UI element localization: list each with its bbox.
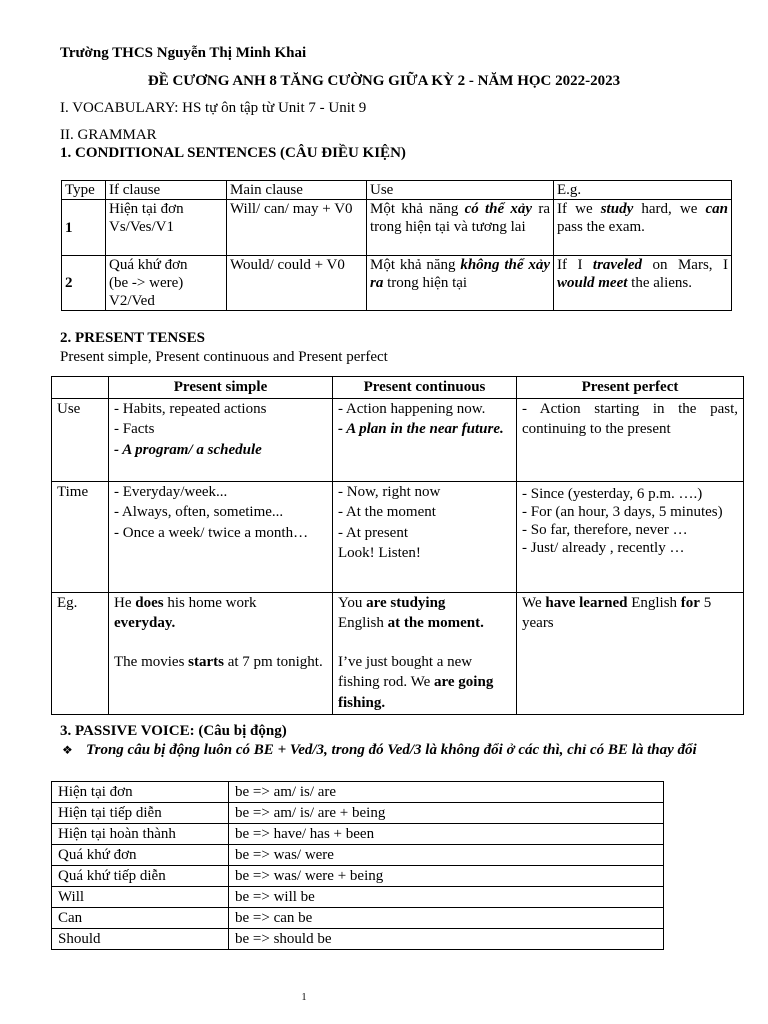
header-present-continuous: Present continuous xyxy=(333,377,517,399)
section-present-tenses: 2. PRESENT TENSES xyxy=(60,330,205,346)
row-label-use: Use xyxy=(52,398,109,481)
table-row xyxy=(52,481,744,592)
table-row: Hiện tại hoàn thành be => have/ has + been xyxy=(52,824,664,845)
row-label-time: Time xyxy=(52,481,109,592)
table-row: Quá khứ tiếp diễn be => was/ were + being xyxy=(52,866,664,887)
time-simple: - Everyday/week... - Always, often, sometime... - Once a week/ twice a month… xyxy=(109,481,333,592)
passive-note: Trong câu bị động luôn có BE + Ved/3, trong đó Ved/3 là không đổi ở các thì, chỉ có BE là thay đổi xyxy=(86,742,697,758)
table-row xyxy=(62,200,732,256)
document-title: ĐỀ CƯƠNG ANH 8 TĂNG CƯỜNG GIỮA KỲ 2 - NĂM HỌC 2022-2023 xyxy=(147,73,621,89)
table-row: Quá khứ đơn be => was/ were xyxy=(52,845,664,866)
table-row: Should be => should be xyxy=(52,929,664,950)
type-2: 2 xyxy=(62,256,106,311)
table-row xyxy=(52,398,744,481)
table-row: Can be => can be xyxy=(52,908,664,929)
eg-continuous: You are studying English at the moment. I’ve just bought a new fishing rod. We are going fishing. xyxy=(333,592,517,714)
if-clause-1: Hiện tại đơn Vs/Ves/V1 xyxy=(106,200,227,256)
page-number: 1 xyxy=(301,992,307,1003)
section-vocabulary: I. VOCABULARY: HS tự ôn tập từ Unit 7 - Unit 9 xyxy=(60,100,367,116)
header-type: Type xyxy=(62,181,106,200)
header-present-perfect: Present perfect xyxy=(517,377,744,399)
use-continuous: - Action happening now. - A plan in the near future. xyxy=(333,398,517,481)
header-main-clause: Main clause xyxy=(227,181,367,200)
corner-cell xyxy=(52,377,109,399)
header-if-clause: If clause xyxy=(106,181,227,200)
row-label-eg: Eg. xyxy=(52,592,109,714)
table-row xyxy=(52,592,744,714)
time-continuous: - Now, right now - At the moment - At present Look! Listen! xyxy=(333,481,517,592)
main-clause-2: Would/ could + V0 xyxy=(227,256,367,311)
type-1: 1 xyxy=(62,200,106,256)
main-clause-1: Will/ can/ may + V0 xyxy=(227,200,367,256)
section-grammar: II. GRAMMAR xyxy=(60,127,157,143)
header-eg: E.g. xyxy=(554,181,732,200)
use-1: Một khả năng có thể xảy ra trong hiện tại và tương lai xyxy=(367,200,554,256)
table-row: Hiện tại tiếp diễn be => am/ is/ are + being xyxy=(52,803,664,824)
section-conditional: 1. CONDITIONAL SENTENCES (CÂU ĐIỀU KIỆN) xyxy=(60,145,406,161)
header-use: Use xyxy=(367,181,554,200)
present-tenses-subtitle: Present simple, Present continuous and Present perfect xyxy=(60,349,388,365)
if-clause-2: Quá khứ đơn (be -> were) V2/Ved xyxy=(106,256,227,311)
use-2: Một khả năng không thể xảy ra trong hiện tại xyxy=(367,256,554,311)
passive-voice-table xyxy=(51,781,664,950)
table-row: Hiện tại đơn be => am/ is/ are xyxy=(52,782,664,803)
time-perfect: - Since (yesterday, 6 p.m. ….) - For (an hour, 3 days, 5 minutes) - So far, therefore, never … - Just/ already , recently … xyxy=(517,481,744,592)
eg-perfect: We have learned English for 5 years xyxy=(517,592,744,714)
table-row xyxy=(52,377,744,399)
table-row: Will be => will be xyxy=(52,887,664,908)
table-row xyxy=(62,256,732,311)
present-tenses-table xyxy=(51,376,744,715)
eg-simple: He does his home work everyday. The movies starts at 7 pm tonight. xyxy=(109,592,333,714)
bullet-diamond-icon: ❖ xyxy=(62,743,73,757)
table-row xyxy=(62,181,732,200)
use-simple: - Habits, repeated actions - Facts - A program/ a schedule xyxy=(109,398,333,481)
section-passive-voice: 3. PASSIVE VOICE: (Câu bị động) xyxy=(60,723,287,739)
use-perfect: - Action starting in the past, continuing to the present xyxy=(517,398,744,481)
eg-1: If we study hard, we can pass the exam. xyxy=(554,200,732,256)
eg-2: If I traveled on Mars, I would meet the aliens. xyxy=(554,256,732,311)
header-present-simple: Present simple xyxy=(109,377,333,399)
school-name: Trường THCS Nguyễn Thị Minh Khai xyxy=(60,45,307,61)
conditional-table xyxy=(61,180,732,311)
